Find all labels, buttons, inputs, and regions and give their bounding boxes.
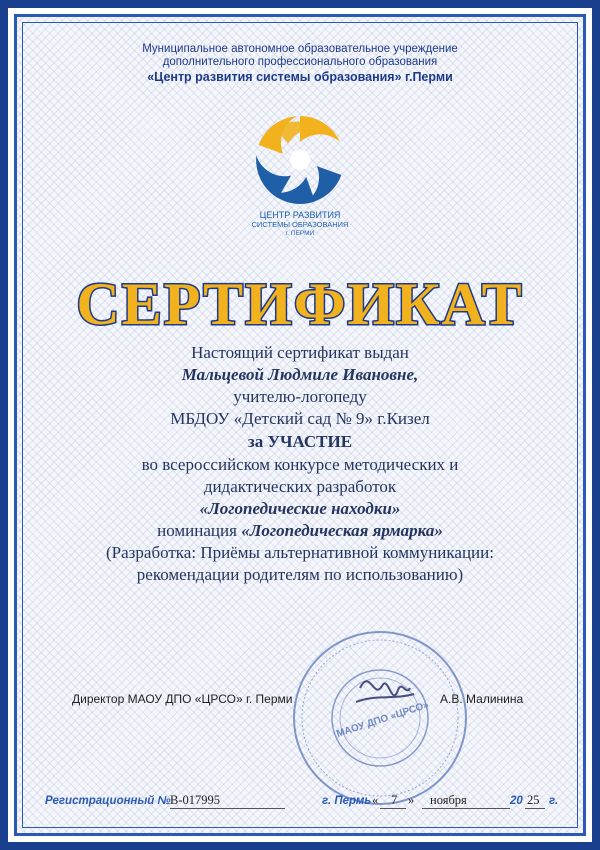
work-line-1: (Разработка: Приёмы альтернативной коммуникации: <box>106 543 494 562</box>
certificate-title <box>0 270 600 340</box>
date-quote-open: « <box>372 793 379 807</box>
year-underline <box>525 808 545 809</box>
nomination-prefix: номинация <box>157 521 237 540</box>
contest-line-2: дидактических разработок <box>203 477 397 496</box>
recipient-organization: МБДОУ «Детский сад № 9» г.Кизел <box>170 409 430 428</box>
registration-number: В-017995 <box>170 793 220 807</box>
header-line-3: «Центр развития системы образования» г.Перми <box>147 70 453 84</box>
signature-scribble <box>356 681 414 702</box>
contest-name: «Логопедические находки» <box>199 499 401 518</box>
stamp-ring-text: МАОУ ДПО «ЦРСО» <box>335 699 431 740</box>
year-suffix: г. <box>549 795 559 807</box>
official-stamp <box>290 628 470 808</box>
logo-text-1: ЦЕНТР РАЗВИТИЯ <box>259 210 341 220</box>
registration-label: Регистрационный № <box>45 795 171 807</box>
work-line-2: рекомендации родителям по использованию) <box>136 565 464 584</box>
header-line-2: дополнительного профессионального образования <box>162 56 438 68</box>
date-year: 25 <box>527 793 540 807</box>
date-quote-close: » <box>408 793 415 807</box>
recipient-position: учителю-логопеду <box>233 387 367 406</box>
city-label: г. Пермь <box>322 795 372 807</box>
award-reason: за УЧАСТИЕ <box>247 432 353 451</box>
month-underline <box>422 808 510 809</box>
header-line-1: Муниципальное автономное образовательное учреждение <box>142 43 458 55</box>
director-name: А.В. Малинина <box>440 692 524 706</box>
director-title: Директор МАОУ ДПО «ЦРСО» г. Перми <box>72 692 293 706</box>
title-text: СЕРТИФИКАТ <box>76 271 524 337</box>
logo-text-2: СИСТЕМЫ ОБРАЗОВАНИЯ <box>251 220 349 229</box>
contest-line-1: во всероссийском конкурсе методических и <box>141 455 459 474</box>
logo-text-3: г. ПЕРМИ <box>285 230 315 237</box>
registration-underline <box>170 808 285 809</box>
organization-logo <box>238 110 362 238</box>
year-prefix: 20 <box>510 795 523 807</box>
nomination-line <box>60 521 540 541</box>
nomination-name: «Логопедическая ярмарка» <box>241 521 443 540</box>
date-month: ноября <box>430 793 467 807</box>
issued-text: Настоящий сертификат выдан <box>191 343 409 362</box>
recipient-name: Мальцевой Людмиле Ивановне, <box>181 365 419 384</box>
day-underline <box>380 808 406 809</box>
date-day: 7 <box>391 793 398 807</box>
